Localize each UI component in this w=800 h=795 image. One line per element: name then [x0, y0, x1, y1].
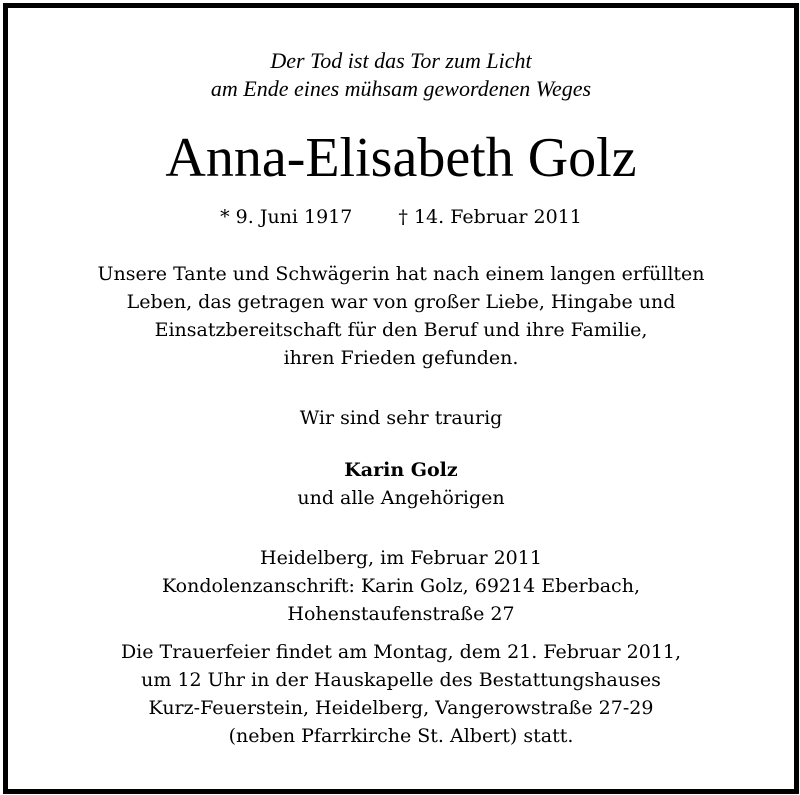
condolence-line-2: Hohenstaufenstraße 27: [287, 603, 515, 625]
motto-line-2: am Ende eines mühsam gewordenen Weges: [210, 76, 592, 101]
message-line-3: Einsatzbereitschaft für den Beruf und ihre Familie,: [154, 319, 648, 341]
death-date: † 14. Februar 2011: [398, 206, 582, 228]
funeral-line-4: (neben Pfarrkirche St. Albert) statt.: [228, 725, 574, 747]
message-line-4: ihren Frieden gefunden.: [283, 347, 519, 369]
mourning-statement: Wir sind sehr traurig: [299, 407, 503, 429]
mourner-name: Karin Golz: [344, 459, 458, 481]
message-line-2: Leben, das getragen war von großer Liebe, Hingabe und: [126, 291, 676, 313]
funeral-line-1: Die Trauerfeier findet am Montag, dem 21. Februar 2011,: [120, 641, 682, 663]
life-dates: [8, 204, 794, 230]
message-line-1: Unsere Tante und Schwägerin hat nach einem langen erfüllten: [97, 263, 705, 285]
obituary-frame: [3, 3, 799, 794]
mourner-others: und alle Angehörigen: [297, 487, 505, 509]
deceased-name: Anna-Elisabeth Golz: [165, 127, 637, 189]
funeral-line-3: Kurz-Feuerstein, Heidelberg, Vangerowstraße 27-29: [148, 697, 654, 719]
place-date: Heidelberg, im Februar 2011: [260, 547, 542, 569]
condolence-line-1: Kondolenzanschrift: Karin Golz, 69214 Eberbach,: [162, 575, 640, 597]
birth-date: * 9. Juni 1917: [220, 206, 353, 228]
motto-line-1: Der Tod ist das Tor zum Licht: [270, 48, 532, 73]
funeral-line-2: um 12 Uhr in der Hauskapelle des Bestattungshauses: [141, 669, 661, 691]
